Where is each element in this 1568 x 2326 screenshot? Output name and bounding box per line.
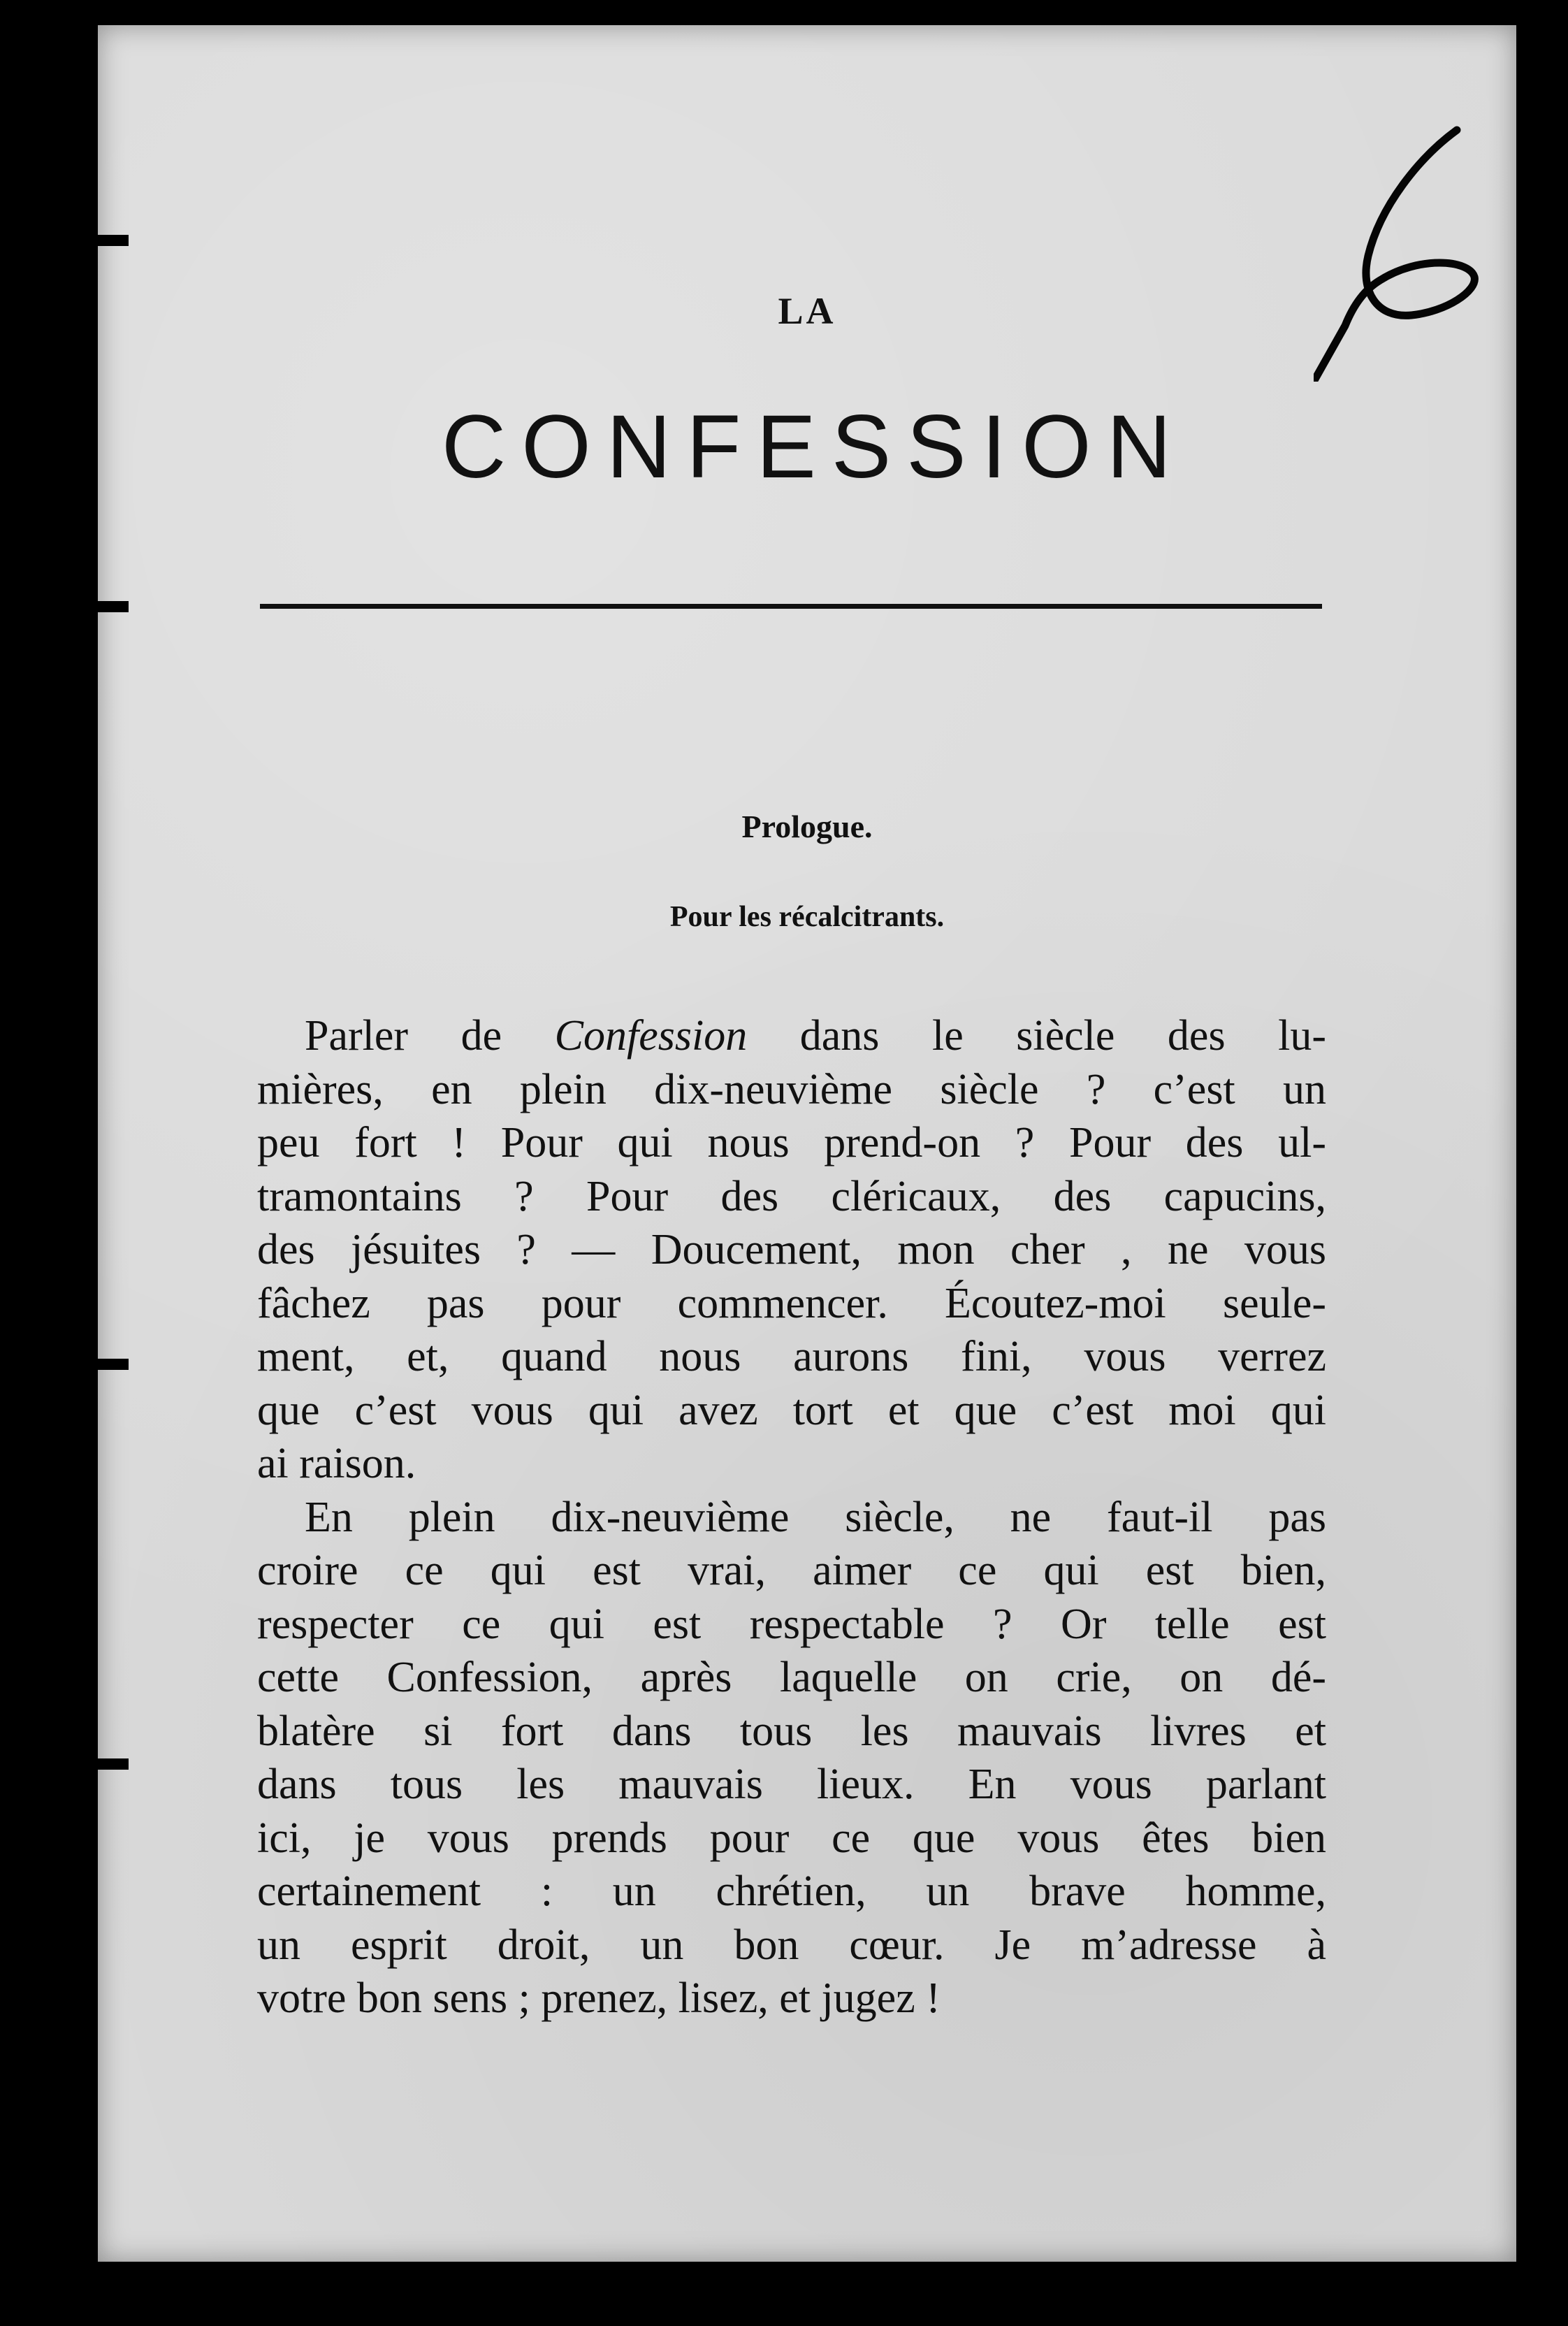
binding-mark: [92, 1359, 129, 1370]
text-line: ai raison.: [257, 1440, 416, 1487]
binding-mark: [92, 235, 129, 246]
prologue-heading: Prologue.: [741, 809, 873, 844]
section-subtitle: Pour les récalcitrants.: [669, 901, 945, 933]
title-rule-divider: [260, 604, 1322, 609]
title-article: LA: [778, 290, 836, 332]
text-line: que c’est vous qui avez tort et que c’est moi qui: [257, 1386, 1326, 1434]
text-line: blatère si fort dans tous les mauvais livres et: [257, 1707, 1326, 1755]
binding-mark: [92, 1758, 129, 1770]
text-line: votre bon sens ; prenez, lisez, et jugez !: [257, 1974, 941, 2022]
text-line: certainement : un chrétien, un brave homme,: [257, 1868, 1326, 1915]
text-line: ment, et, quand nous aurons fini, vous verrez: [257, 1333, 1326, 1380]
paragraph-2: [257, 1491, 1326, 2025]
body-text: [257, 1009, 1326, 2025]
text-line: fâchez pas pour commencer. Écoutez-moi seule-: [257, 1279, 1326, 1327]
text-line: ici, je vous prends pour ce que vous êtes bien: [257, 1814, 1326, 1862]
text-line: des jésuites ? — Doucement, mon cher , ne vous: [257, 1226, 1326, 1273]
document-page: [98, 25, 1516, 2262]
text-line: cette Confession, après laquelle on crie, on dé-: [257, 1654, 1326, 1701]
text-line: mières, en plein dix-neuvième siècle ? c’est un: [257, 1065, 1326, 1113]
page-title: CONFESSION: [441, 397, 1187, 497]
handwritten-page-number: [1314, 116, 1495, 382]
italic-word: Confession: [554, 1012, 748, 1060]
text-line: Parler de Confession dans le siècle des lu-: [305, 1012, 1326, 1060]
text-line: dans tous les mauvais lieux. En vous parlant: [257, 1761, 1326, 1808]
text-line: tramontains ? Pour des cléricaux, des capucins,: [257, 1172, 1326, 1220]
text-line: croire ce qui est vrai, aimer ce qui est bien,: [257, 1547, 1326, 1594]
binding-mark: [92, 601, 129, 612]
text-line: respecter ce qui est respectable ? Or telle est: [257, 1600, 1326, 1648]
paragraph-1: [257, 1009, 1326, 1491]
text-line: un esprit droit, un bon cœur. Je m’adresse à: [257, 1921, 1326, 1969]
text-line: En plein dix-neuvième siècle, ne faut-il pas: [305, 1493, 1326, 1541]
text-line: peu fort ! Pour qui nous prend-on ? Pour des ul-: [257, 1119, 1326, 1166]
